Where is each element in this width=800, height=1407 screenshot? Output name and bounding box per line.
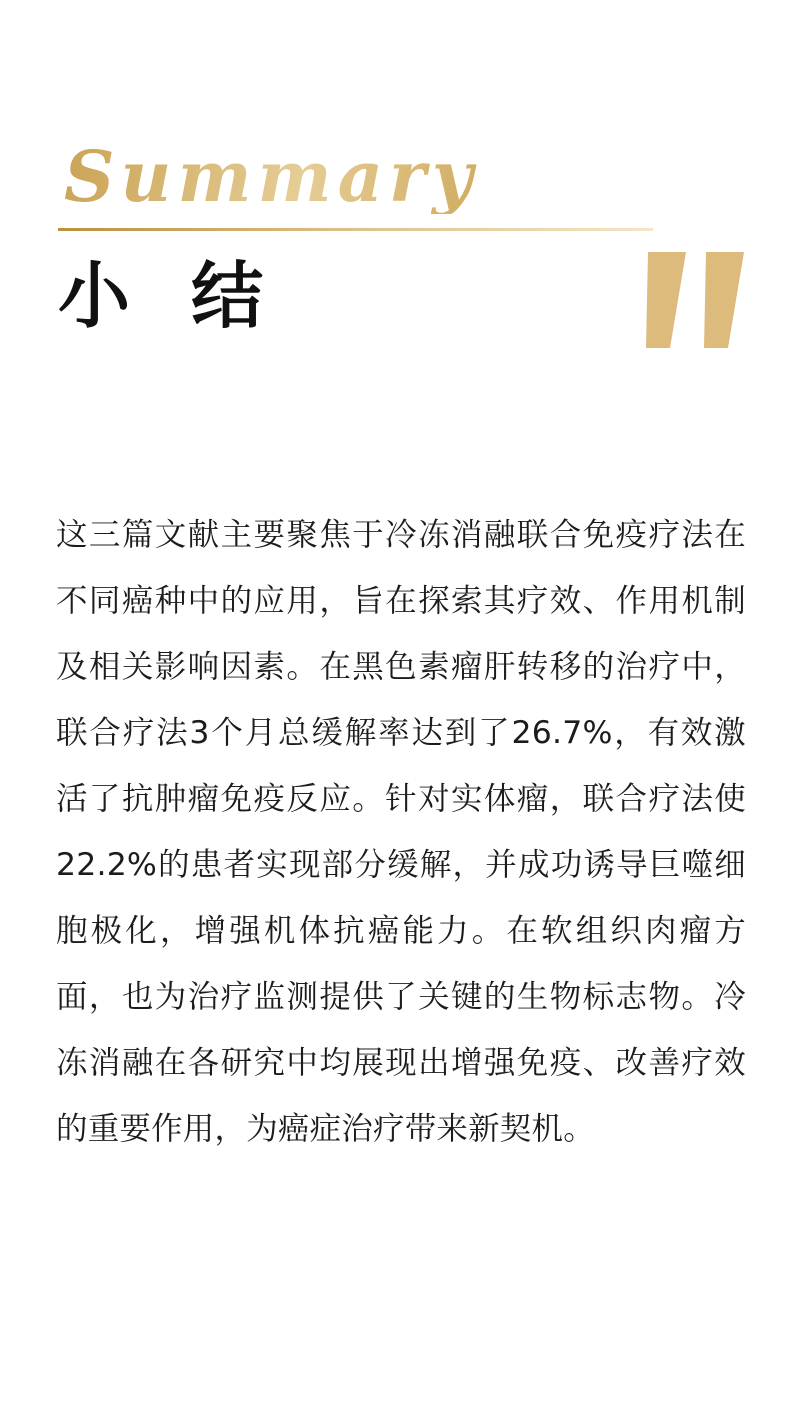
summary-paragraph: 这三篇文献主要聚焦于冷冻消融联合免疫疗法在不同癌种中的应用，旨在探索其疗效、作用机制及相关影响因素。在黑色素瘤肝转移的治疗中，联合疗法3个月总缓解率达到了26.7%，有效激活了抗肿瘤免疫反应。针对实体瘤，联合疗法使22.2%的患者实现部分缓解，并成功诱导巨噬细胞极化，增强机体抗癌能力。在软组织肉瘤方面，也为治疗监测提供了关键的生物标志物。冷冻消融在各研究中均展现出增强免疫、改善疗效的重要作用，为癌症治疗带来新契机。: [56, 516, 746, 1147]
page-title: 小 结: [58, 253, 282, 338]
page-eyebrow-title: Summary: [58, 140, 758, 214]
quote-mark-icon: [646, 252, 754, 348]
gold-divider: [58, 228, 653, 231]
